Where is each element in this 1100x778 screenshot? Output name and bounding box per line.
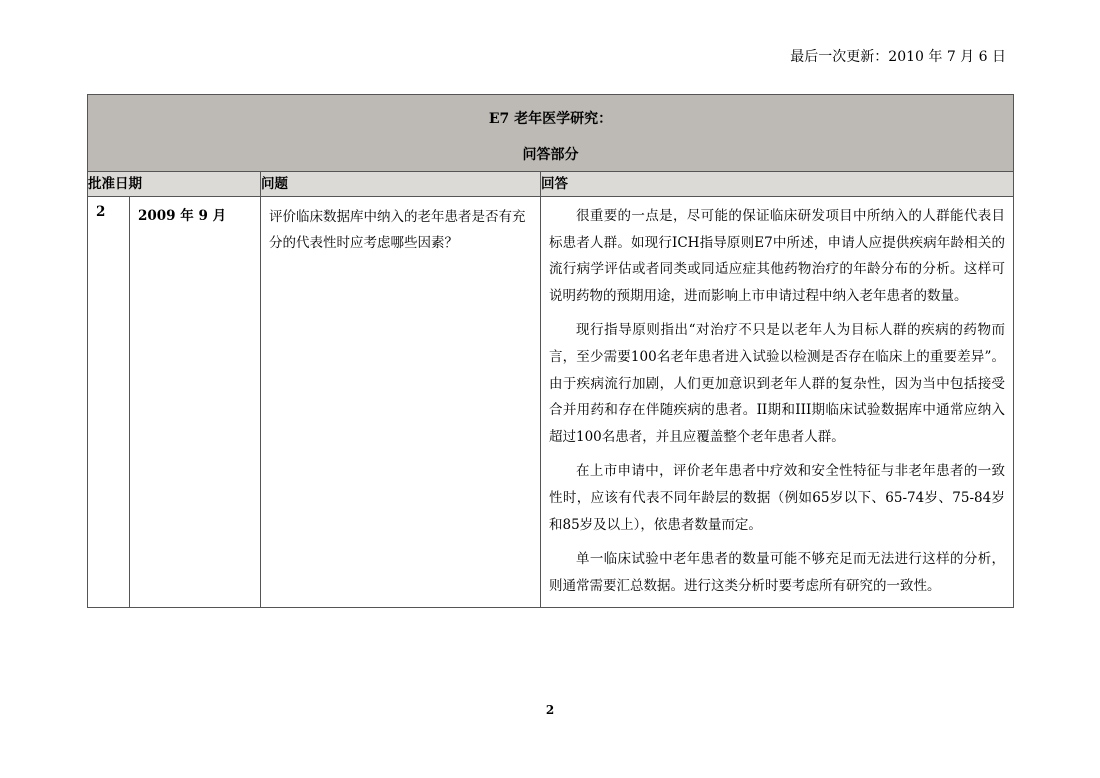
table-title: E7 老年医学研究： bbox=[488, 111, 613, 127]
row-number: 2 bbox=[88, 197, 130, 608]
table-row bbox=[88, 197, 1014, 608]
row-approval-date: 2009 年 9 月 bbox=[130, 197, 261, 608]
table-banner-row bbox=[88, 95, 1014, 172]
answer-paragraph: 在上市申请中，评价老年患者中疗效和安全性特征与非老年患者的一致性时，应该有代表不同年龄层的数据（例如65岁以下、65-74岁、75-84岁和85岁及以上），依患者数量而定。 bbox=[549, 463, 1006, 533]
last-updated-date: 最后一次更新：2010 年 7 月 6 日 bbox=[790, 49, 1006, 65]
column-header-answer: 回答 bbox=[541, 172, 1014, 197]
table-header-row bbox=[88, 172, 1014, 197]
qa-table bbox=[87, 94, 1014, 608]
answer-paragraph: 现行指导原则指出“对治疗不只是以老年人为目标人群的疾病的药物而言，至少需要100名老年患者进入试验以检测是否存在临床上的重要差异”。由于疾病流行加剧，人们更加意识到老年人群的复杂性，因为当中包括接受合并用药和存在伴随疾病的患者。II期和III期临床试验数据库中通常应纳入超过100名患者，并且应覆盖整个老年患者人群。 bbox=[549, 322, 1006, 445]
page-number: 2 bbox=[545, 703, 555, 717]
answer-paragraph: 单一临床试验中老年患者的数量可能不够充足而无法进行这样的分析，则通常需要汇总数据。进行这类分析时要考虑所有研究的一致性。 bbox=[549, 551, 1006, 594]
row-question: 评价临床数据库中纳入的老年患者是否有充分的代表性时应考虑哪些因素？ bbox=[261, 197, 541, 608]
column-header-question: 问题 bbox=[261, 172, 541, 197]
table-banner bbox=[88, 95, 1014, 172]
table-subtitle: 问答部分 bbox=[522, 147, 579, 163]
column-header-date: 批准日期 bbox=[88, 172, 261, 197]
row-answer bbox=[541, 197, 1014, 608]
answer-paragraph: 很重要的一点是，尽可能的保证临床研发项目中所纳入的人群能代表目标患者人群。如现行ICH指导原则E7中所述，申请人应提供疾病年龄相关的流行病学评估或者同类或同适应症其他药物治疗的年龄分布的分析。这样可说明药物的预期用途，进而影响上市申请过程中纳入老年患者的数量。 bbox=[549, 208, 1006, 304]
